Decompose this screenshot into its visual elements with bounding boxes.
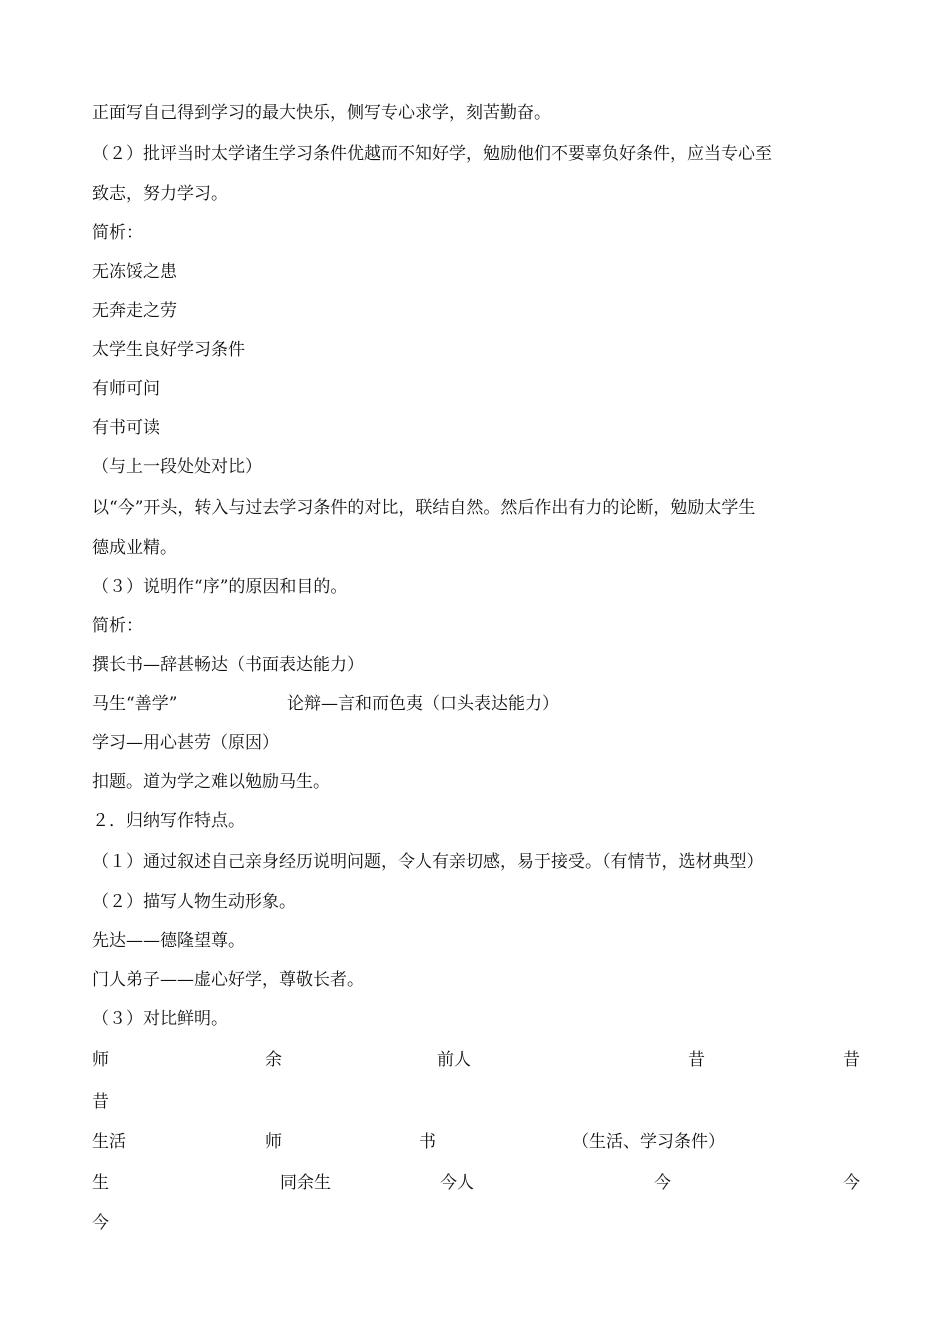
contrast-cell: 昔 [688,1050,705,1070]
text-line: （１）通过叙述自己亲身经历说明问题，令人有亲切感，易于接受。（有情节，选材典型） [92,852,764,872]
text-line: 有书可读 [92,418,160,438]
contrast-wrap-3: 今 [92,1213,109,1233]
text-line: 简析： [92,616,143,636]
contrast-cell: 余 [265,1050,282,1070]
contrast-row-2 [92,1123,860,1162]
contrast-cell: 今 [654,1173,671,1193]
text-line: ２．归纳写作特点。 [92,811,245,831]
text-line: （３）说明作“序”的原因和目的。 [92,577,348,597]
text-line: （与上一段处处对比） [92,457,262,477]
contrast-cell: 同余生 [280,1173,331,1193]
contrast-cell: 今 [843,1173,860,1193]
contrast-cell: 前人 [437,1050,471,1070]
text-line: （２）批评当时太学诸生学习条件优越而不知好学，勉励他们不要辜负好条件，应当专心至 [92,144,772,164]
contrast-cell: 今人 [440,1173,474,1193]
text-line: 德成业精。 [92,538,177,558]
document-page [92,94,860,1243]
contrast-row-1 [92,1039,860,1081]
text-line: 扣题。道为学之难以勉励马生。 [92,772,330,792]
contrast-cell: 师 [265,1132,282,1152]
text-line: 无冻馁之患 [92,262,177,282]
contrast-row-3 [92,1162,860,1204]
contrast-cell: 师 [92,1050,109,1070]
ma-sheng-detail: 论辩—言和而色夷（口头表达能力） [287,694,559,714]
text-line: 简析： [92,223,143,243]
text-line: 撰长书—辞甚畅达（书面表达能力） [92,655,364,675]
contrast-cell: （生活、学习条件） [572,1132,725,1152]
text-line: 以“今”开头，转入与过去学习条件的对比，联结自然。然后作出有力的论断，勉励太学生 [92,498,756,518]
contrast-cell: 昔 [843,1050,860,1070]
text-line: （３）对比鲜明。 [92,1009,228,1029]
ma-sheng-row [92,685,860,724]
text-line: 先达——德隆望尊。 [92,931,245,951]
contrast-cell: 书 [419,1132,436,1152]
ma-sheng-label: 马生“善学” [92,694,178,714]
text-line: 门人弟子——虚心好学，尊敬长者。 [92,970,364,990]
text-line: 太学生良好学习条件 [92,340,245,360]
contrast-cell: 生活 [92,1132,126,1152]
text-line: 有师可问 [92,379,160,399]
text-line: 无奔走之劳 [92,301,177,321]
text-line: 致志，努力学习。 [92,184,228,204]
text-line: （２）描写人物生动形象。 [92,892,296,912]
text-line: 正面写自己得到学习的最大快乐，侧写专心求学，刻苦勤奋。 [92,103,551,123]
contrast-wrap-1: 昔 [92,1092,109,1112]
contrast-cell: 生 [92,1173,109,1193]
text-line: 学习—用心甚劳（原因） [92,733,279,753]
